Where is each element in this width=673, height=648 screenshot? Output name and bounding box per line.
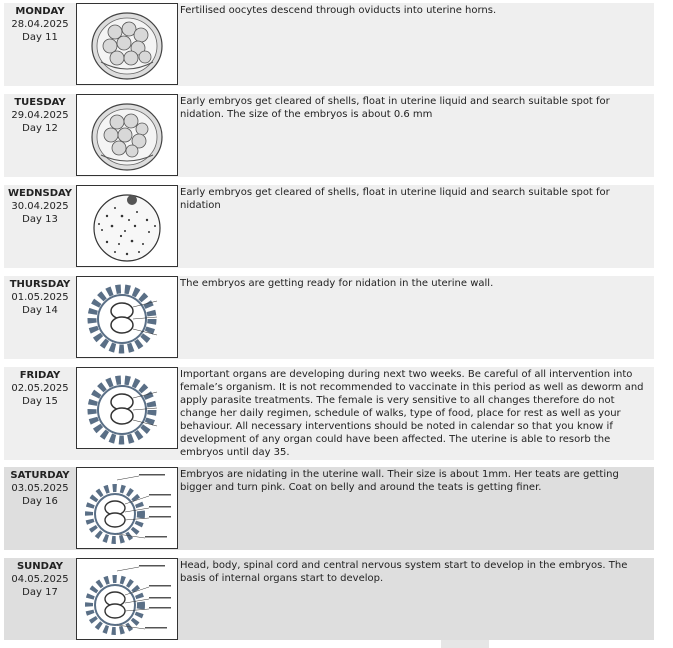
morula-image [76,3,178,85]
date: 02.05.2025 [11,383,69,394]
description: Fertilised oocytes descend through oviducts into uterine horns. [180,5,497,16]
date: 01.05.2025 [11,292,69,303]
uterine-wall-image [76,276,178,358]
day-number: Day 13 [22,214,58,225]
horizontal-scrollbar-thumb[interactable] [441,640,489,648]
description: The embryos are getting ready for nidation in the uterine wall. [180,278,494,289]
day-cell [4,187,76,226]
day-number: Day 17 [22,587,58,598]
calendar-row [4,367,654,460]
description: Important organs are developing during next two weeks. Be careful of all intervention into female’s organism. It is not recommended to vaccinate in this period as well as deworm and apply parasite treatments. The female is very sensitive to all changes therefore do not change her daily regimen, schedule of walks, type of food, place for rest as well as your behaviour. All necessary interventions should be noted in calendar so that you know if development of any organ could have been affected. The uterine is able to resorb the embryos until day 35. [180,369,644,458]
day-cell [4,5,76,44]
weekday-name: TUESDAY [14,97,66,108]
description: Early embryos get cleared of shells, float in uterine liquid and search suitable spot for nidation [180,187,610,211]
nidation-diagram-image [76,467,178,549]
weekday-name: MONDAY [15,6,65,17]
calendar-row [4,276,654,359]
day-number: Day 11 [22,32,58,43]
day-cell [4,469,76,508]
morula-image [76,94,178,176]
nidation-diagram-image [76,558,178,640]
weekday-name: SATURDAY [10,470,70,481]
weekday-name: FRIDAY [19,370,61,381]
weekday-name: THURSDAY [9,279,71,290]
day-cell [4,369,76,408]
day-number: Day 16 [22,496,58,507]
calendar-row [4,94,654,177]
calendar-row [4,558,654,648]
calendar-row [4,185,654,268]
page-bottom [0,640,673,648]
date: 03.05.2025 [11,483,69,494]
date: 04.05.2025 [11,574,69,585]
description: Head, body, spinal cord and central nervous system start to develop in the embryos. The basis of internal organs start to develop. [180,560,628,584]
description: Embryos are nidating in the uterine wall. Their size is about 1mm. Her teats are getting bigger and turn pink. Coat on belly and around the teats is getting finer. [180,469,619,493]
calendar-row [4,3,654,86]
blastocyst-image [76,185,178,267]
day-number: Day 12 [22,123,58,134]
date: 30.04.2025 [11,201,69,212]
day-number: Day 15 [22,396,58,407]
date: 29.04.2025 [11,110,69,121]
description: Early embryos get cleared of shells, float in uterine liquid and search suitable spot for nidation. The size of the embryos is about 0.6 mm [180,96,610,120]
calendar-row [4,467,654,550]
date: 28.04.2025 [11,19,69,30]
uterine-wall-image [76,367,178,449]
day-number: Day 14 [22,305,58,316]
weekday-name: SUNDAY [16,561,63,572]
day-cell [4,278,76,317]
day-cell [4,560,76,599]
day-cell [4,96,76,135]
weekday-name: WEDNSDAY [7,188,73,199]
